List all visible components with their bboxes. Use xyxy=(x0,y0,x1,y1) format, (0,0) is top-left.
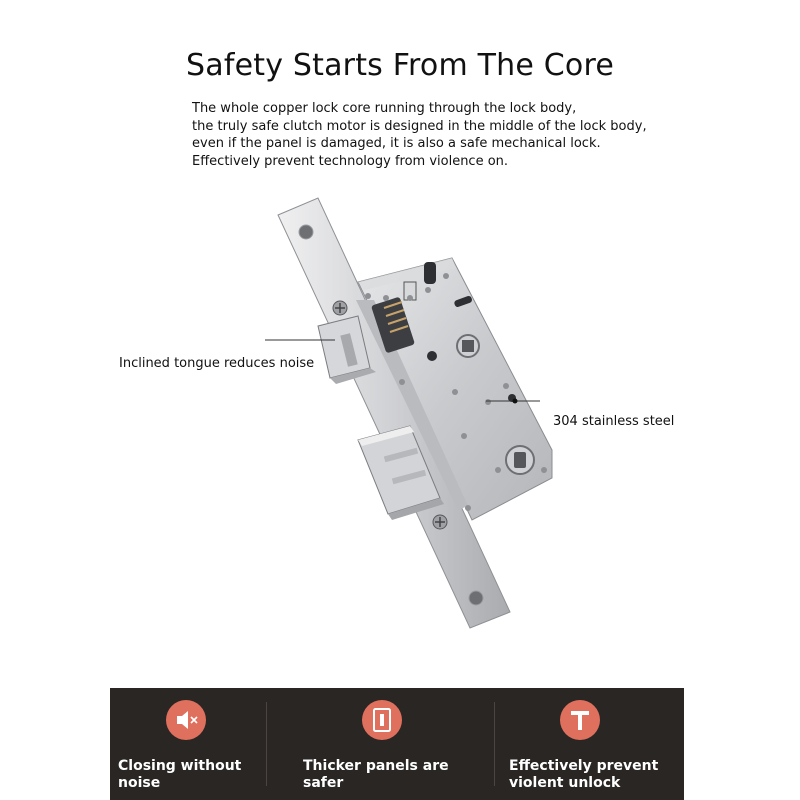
feature-label: Thicker panels are safer xyxy=(303,758,449,791)
feature-bar xyxy=(110,688,684,800)
feature-label: Closing without noise xyxy=(118,758,242,791)
face-plate-screw-hole-top xyxy=(299,225,313,239)
t-letter-icon xyxy=(560,700,600,740)
feature-label: Effectively prevent violent unlock xyxy=(509,758,659,791)
feature-prevent-violent-unlock xyxy=(509,688,684,800)
callout-stainless-steel: 304 stainless steel xyxy=(553,414,675,429)
divider xyxy=(494,702,495,786)
divider xyxy=(266,702,267,786)
face-plate-screw-hole-bottom xyxy=(469,591,483,605)
description-line-3: even if the panel is damaged, it is also a safe mechanical lock. xyxy=(192,136,601,151)
mute-speaker-icon xyxy=(166,700,206,740)
page-title: Safety Starts From The Core xyxy=(186,48,614,83)
door-panel-icon xyxy=(362,700,402,740)
description-line-2: the truly safe clutch motor is designed in the middle of the lock body, xyxy=(192,118,647,134)
feature-closing-without-noise xyxy=(110,688,260,800)
callout-inclined-tongue: Inclined tongue reduces noise xyxy=(119,356,315,371)
description-line-4: Effectively prevent technology from violence on. xyxy=(192,153,509,169)
description-line-1: The whole copper lock core running through the lock body, xyxy=(192,101,577,116)
feature-thicker-panels xyxy=(300,688,470,800)
